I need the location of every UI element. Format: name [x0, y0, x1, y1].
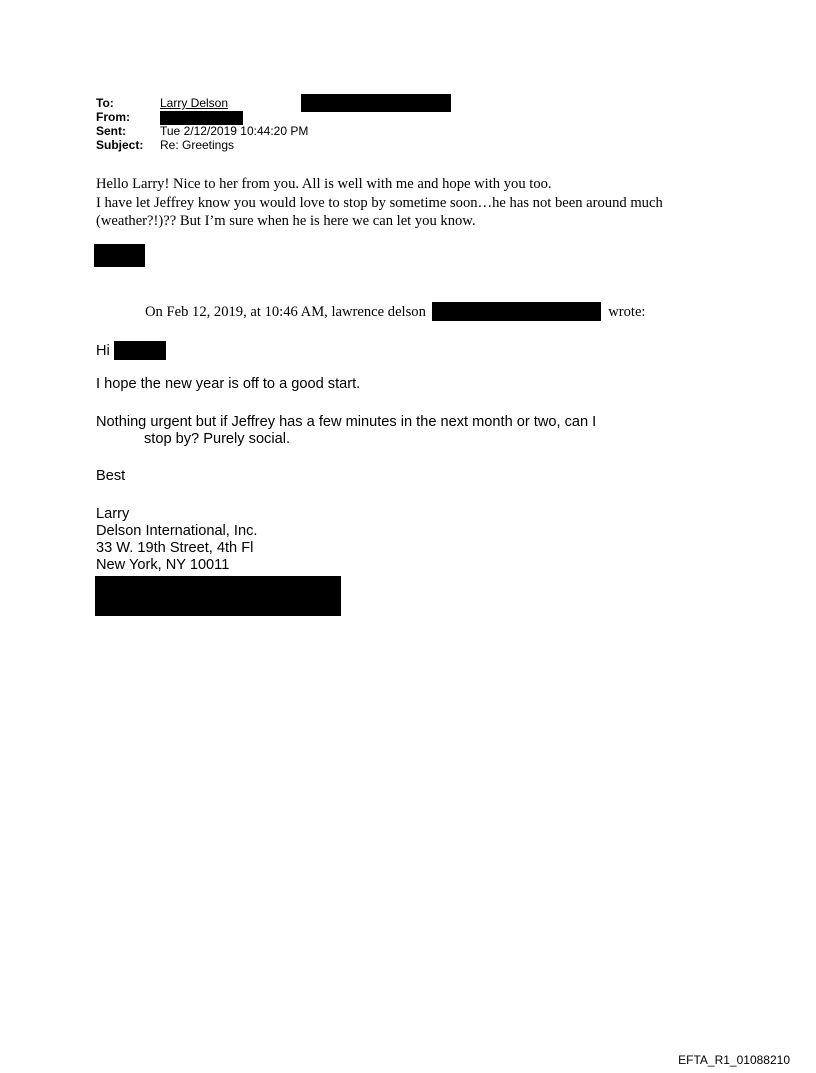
- signature-contact-redaction: [95, 576, 341, 616]
- to-name: Larry Delson: [160, 96, 229, 110]
- quoted-closing: Best: [96, 468, 126, 484]
- quoted-paragraph-2-line-1: Nothing urgent but if Jeffrey has a few minutes in the next month or two, can I: [96, 414, 597, 430]
- signature-company: Delson International, Inc.: [96, 523, 258, 539]
- quoted-header-prefix: On Feb 12, 2019, at 10:46 AM, lawrence delson: [145, 304, 426, 320]
- quoted-signature: [96, 506, 257, 574]
- quoted-email-redaction: [432, 302, 601, 321]
- sent-value: Tue 2/12/2019 10:44:20 PM: [160, 124, 309, 138]
- from-redaction: [160, 111, 243, 125]
- quoted-paragraph-2: [96, 414, 596, 448]
- quoted-paragraph-1: I hope the new year is off to a good start.: [96, 376, 361, 392]
- subject-label: Subject:: [96, 138, 144, 152]
- reply-body: [96, 175, 663, 231]
- document-id: EFTA_R1_01088210: [678, 1053, 790, 1067]
- quoted-greeting: [96, 341, 166, 360]
- to-label: To:: [96, 96, 114, 110]
- signature-address-1: 33 W. 19th Street, 4th Fl: [96, 540, 254, 556]
- quoted-paragraph-2-line-2: stop by? Purely social.: [144, 431, 291, 447]
- reply-line-2: I have let Jeffrey know you would love to stop by sometime soon…he has not been around much: [96, 194, 663, 211]
- quoted-greeting-text: Hi: [96, 343, 110, 359]
- quoted-header: [145, 302, 646, 321]
- from-label: From:: [96, 110, 130, 124]
- signature-name: Larry: [96, 506, 130, 522]
- reply-line-1: Hello Larry! Nice to her from you. All is well with me and hope with you too.: [96, 176, 552, 192]
- greeting-name-redaction: [114, 341, 166, 360]
- quoted-header-suffix: wrote:: [608, 304, 646, 320]
- reply-signature-redaction: [94, 244, 145, 267]
- to-email-redaction: [301, 94, 451, 112]
- subject-value: Re: Greetings: [160, 138, 235, 152]
- signature-address-2: New York, NY 10011: [96, 557, 230, 573]
- to-value: [160, 96, 228, 110]
- reply-line-3: (weather?!)?? But I’m sure when he is here we can let you know.: [96, 213, 476, 229]
- sent-label: Sent:: [96, 124, 126, 138]
